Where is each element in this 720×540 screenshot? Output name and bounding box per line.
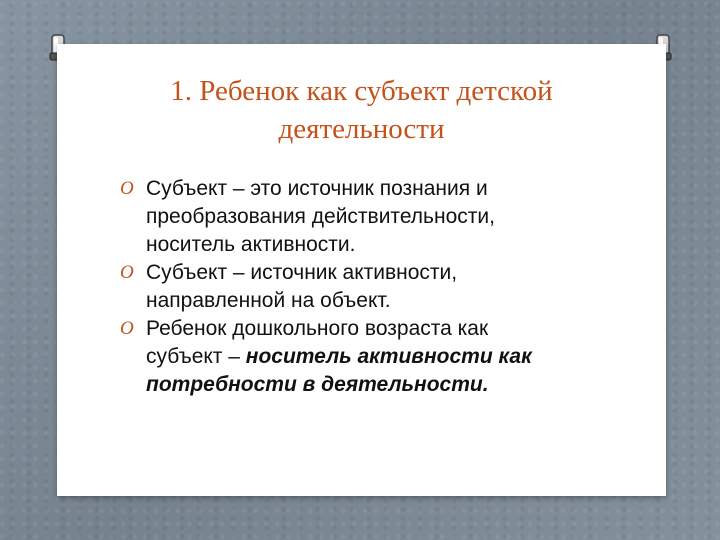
slide-card xyxy=(57,44,666,496)
bullet-text-line: Ребенок дошкольного возраста как xyxy=(146,317,489,340)
slide-title-line-1: 1. Ребенок как субъект детской xyxy=(170,75,553,107)
bullet-marker-icon: O xyxy=(120,318,134,339)
bullet-item xyxy=(57,175,666,259)
bullet-text-line: носитель активности. xyxy=(146,233,356,256)
bullet-item xyxy=(57,259,666,315)
bullet-text-plain: субъект – xyxy=(146,345,246,368)
slide-title xyxy=(57,72,666,148)
bullet-text-emphasis: потребности в деятельности. xyxy=(146,373,489,396)
bullet-list xyxy=(57,175,666,399)
bullet-text-line: направленной на объект. xyxy=(146,289,391,312)
bullet-item xyxy=(57,315,666,399)
bullet-text-line: Субъект – источник активности, xyxy=(146,261,458,284)
bullet-marker-icon: O xyxy=(120,178,134,199)
bullet-text-line: Субъект – это источник познания и xyxy=(146,177,488,200)
slide-title-line-2: деятельности xyxy=(278,113,445,145)
bullet-text-line: преобразования действительности, xyxy=(146,205,495,228)
bullet-marker-icon: O xyxy=(120,262,134,283)
bullet-text-emphasis: носитель активности как xyxy=(245,345,532,368)
bullet-text-line xyxy=(146,343,666,371)
